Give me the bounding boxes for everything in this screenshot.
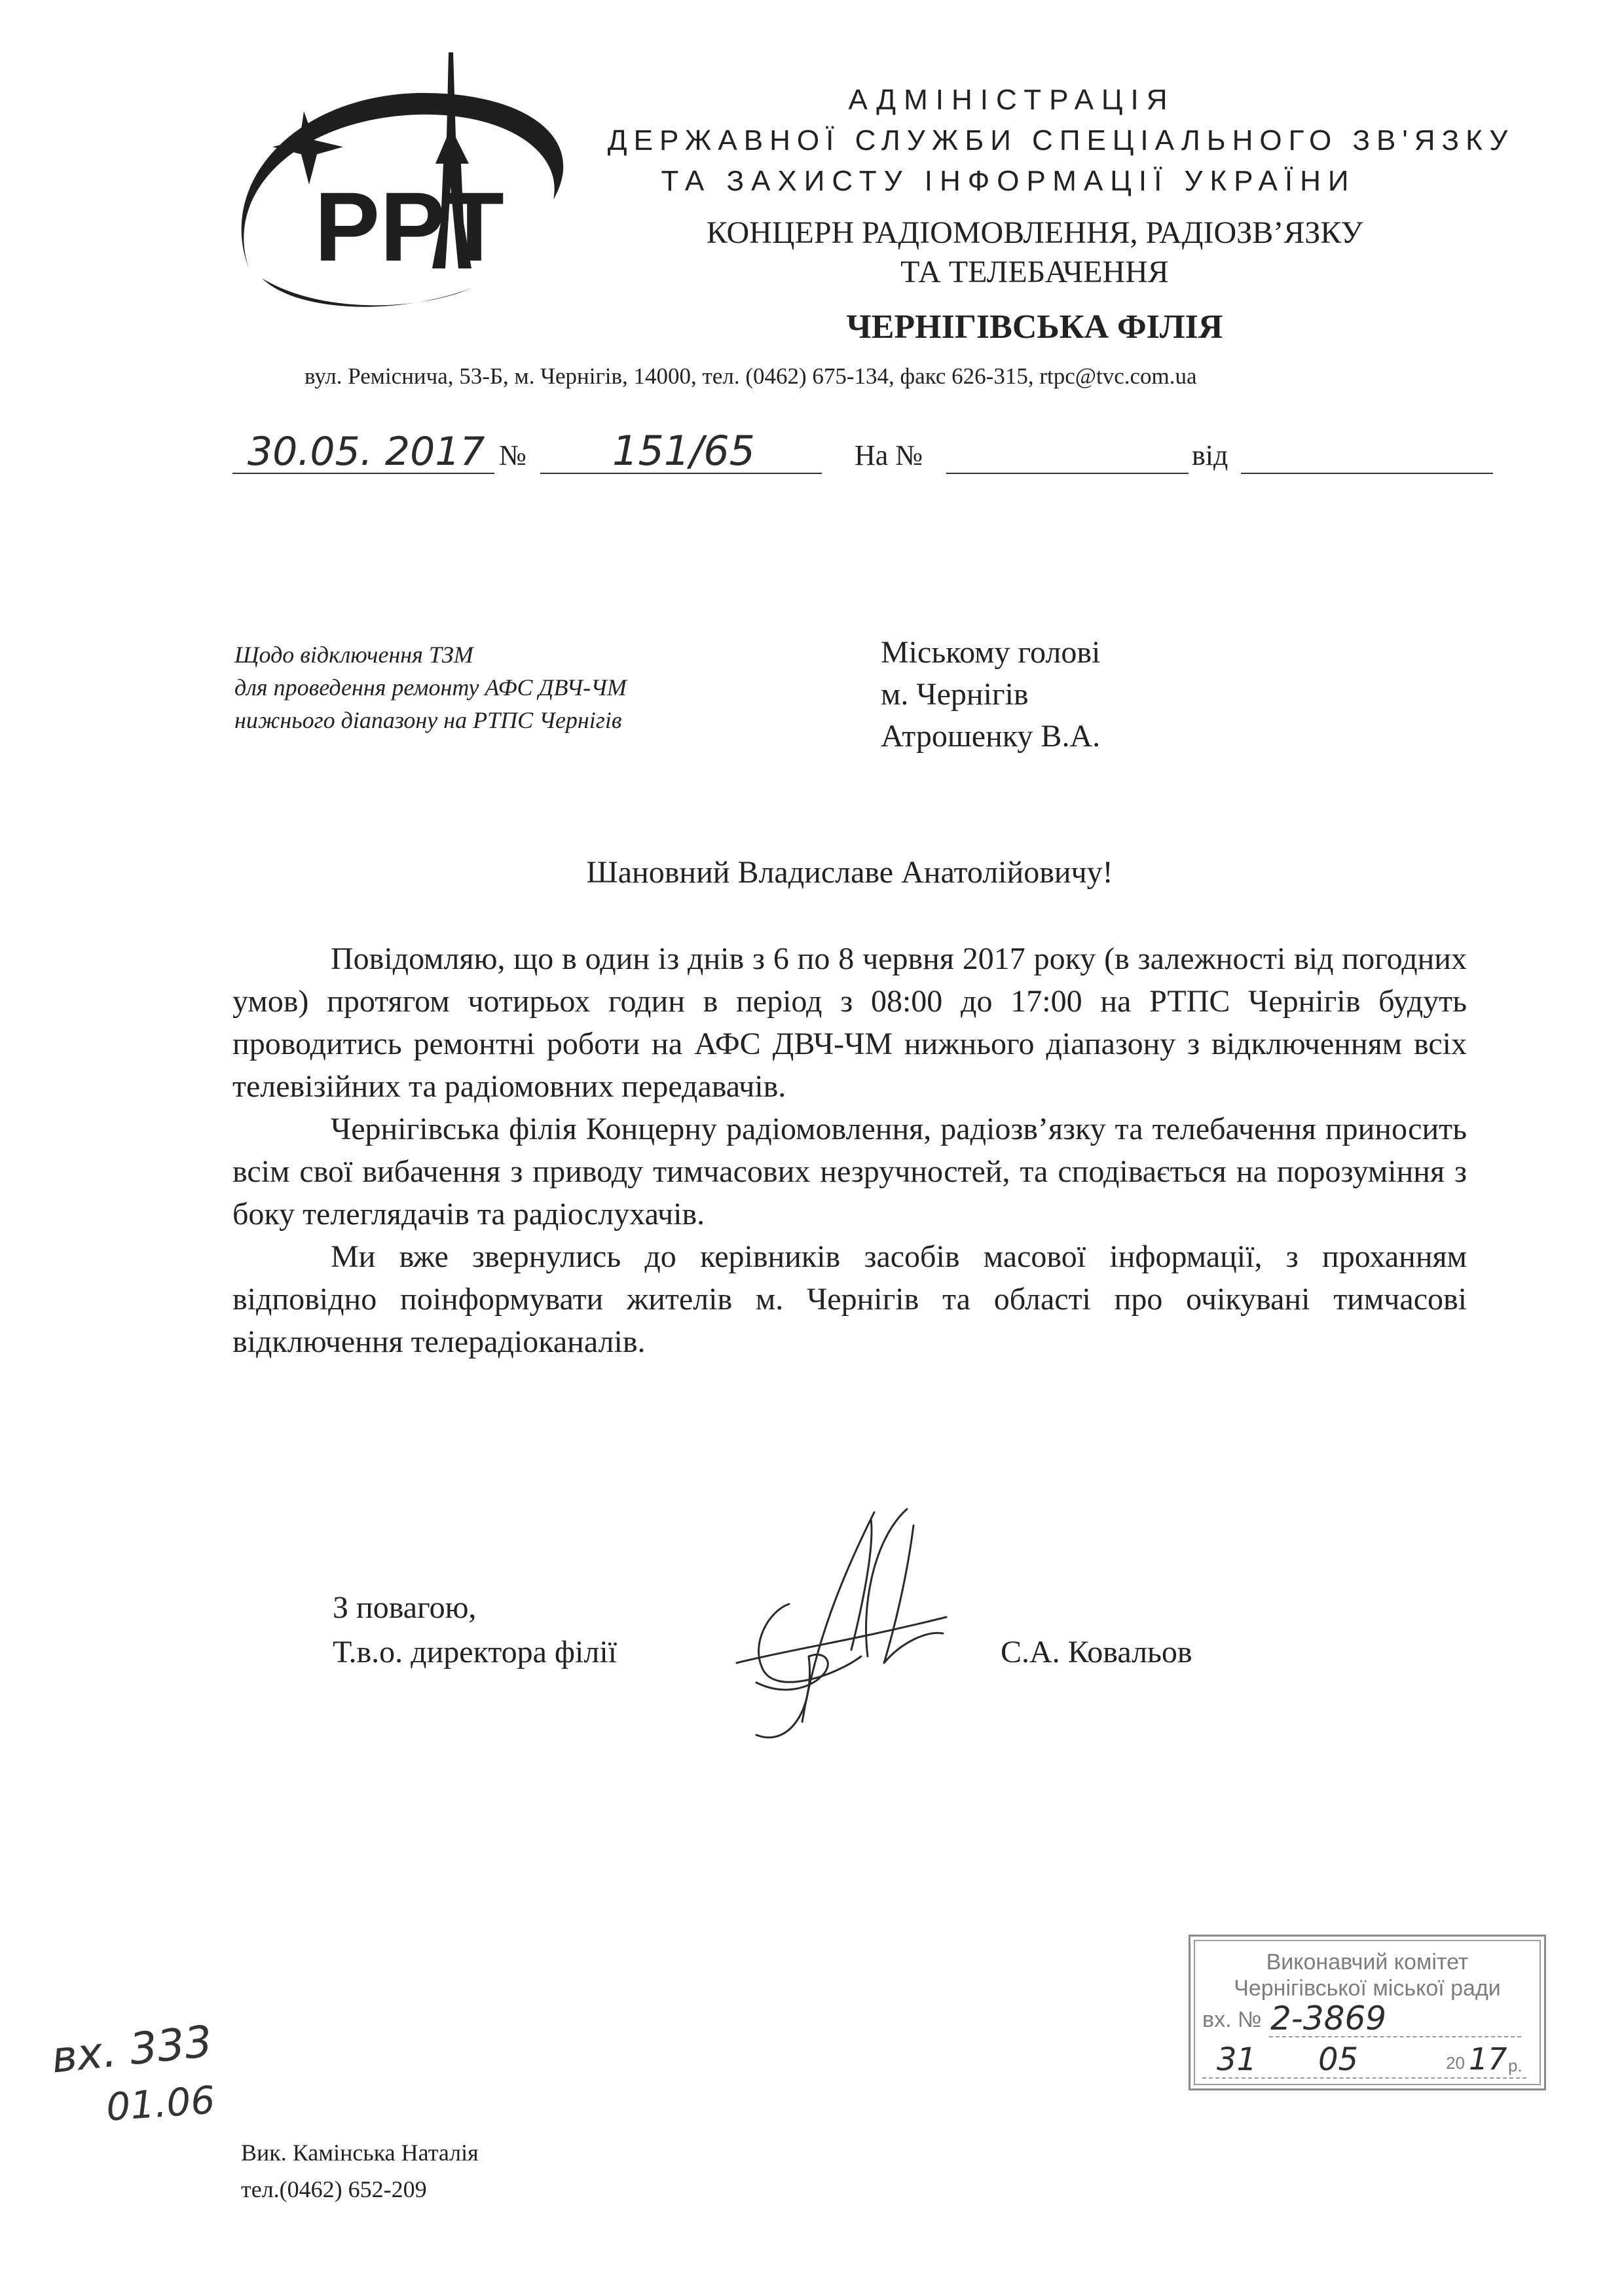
executor-name: Вик. Камінська Наталія [241,2140,479,2166]
executor-phone: тел.(0462) 652-209 [241,2176,427,2202]
reply-number-label: На № [855,439,923,471]
header-line-service: ДЕРЖАВНОЇ СЛУЖБИ СПЕЦІАЛЬНОГО ЗВ'ЯЗКУ [607,124,1515,156]
handwritten-incoming-number: вх. 333 [49,2016,215,2083]
body-paragraph: Повідомляю, що в один із днів з 6 по 8 червня 2017 року (в залежності від погодних умов) протягом чотирьох годин в період з 08:00 до 17:00 на РТПС Чернігів будуть проводитись ремонтні роботи на АФС ДВЧ-ЧМ нижнього діапазону з відключенням всіх телевізійних та радіомовних передавачів. [232,941,1467,1104]
stamp-year-suffix: 17 [1469,2041,1507,2077]
header-line-administration: АДМІНІСТРАЦІЯ [848,84,1175,116]
reply-date-label: від [1192,439,1228,471]
svg-text:РРТ: РРТ [314,172,504,282]
number-label: № [499,439,526,471]
rrt-logo [223,52,589,340]
addressee-line: Атрошенку В.А. [881,719,1101,754]
body-paragraph: Ми вже звернулись до керівників засобів масової інформації, з проханням відповідно поінформувати жителів м. Чернігів та області про очікувані тимчасові відключення телерадіоканалів. [232,1239,1467,1359]
subject-line: Щодо відключення ТЗМ [234,642,473,668]
stamp-line-committee: Виконавчий комітет [1266,1950,1469,1975]
addressee-line: м. Чернігів [881,677,1029,712]
stamp-year-mark: р. [1508,2056,1522,2075]
header-branch-name: ЧЕРНІГІВСЬКА ФІЛІЯ [846,308,1223,346]
handwritten-signature [710,1499,986,1761]
body-paragraph: Чернігівська філія Концерну радіомовлення, радіозв’язку та телебачення приносить всім свої вибачення з приводу тимчасових незручностей, та сподівається на порозуміння з боку телеглядачів та радіослухачів. [232,1112,1467,1231]
subject-line: для проведення ремонту АФС ДВЧ-ЧМ [234,674,627,701]
header-line-television: ТА ТЕЛЕБАЧЕННЯ [900,255,1169,289]
subject-block [234,638,824,737]
stamp-date-underline [1202,2077,1526,2079]
reply-date-underline [1241,473,1493,474]
stamp-line-council: Чернігівської міської ради [1234,1976,1501,2001]
stamp-day: 31 [1217,2041,1257,2078]
stamp-year-prefix: 20 [1446,2053,1465,2073]
handwritten-date: 01.06 [105,2077,217,2130]
stamp-number-label: вх. № [1202,2007,1262,2032]
subject-line: нижнього діапазону на РТПС Чернігів [234,707,622,733]
addressee-block [881,632,1470,757]
header-line-protection: ТА ЗАХИСТУ ІНФОРМАЦІЇ УКРАЇНИ [661,165,1356,197]
stamp-month: 05 [1318,2041,1359,2078]
outgoing-date: 30.05. 2017 [248,429,485,475]
header-line-concern: КОНЦЕРН РАДІОМОВЛЕННЯ, РАДІОЗВ’ЯЗКУ [706,215,1363,250]
signatory-name: С.А. Ковальов [1001,1635,1192,1669]
header-address: вул. Ремісничa, 53-Б, м. Чернігів, 14000, тел. (0462) 675-134, факс 626-315, rtpc@tvc.com.ua [304,363,1197,389]
letter-body [232,938,1467,1363]
signatory-position: Т.в.о. директора філії [333,1635,617,1669]
salutation: Шановний Владиславе Анатолійовичу! [586,855,1113,890]
stamp-number-underline [1269,2036,1521,2037]
stamp-incoming-number: 2-3869 [1270,1999,1387,2037]
closing-phrase: З повагою, [333,1590,477,1625]
reply-number-underline [946,473,1189,474]
addressee-line: Міському голові [881,635,1101,670]
incoming-registration-stamp [1189,1935,1546,2090]
outgoing-number: 151/65 [612,427,756,475]
